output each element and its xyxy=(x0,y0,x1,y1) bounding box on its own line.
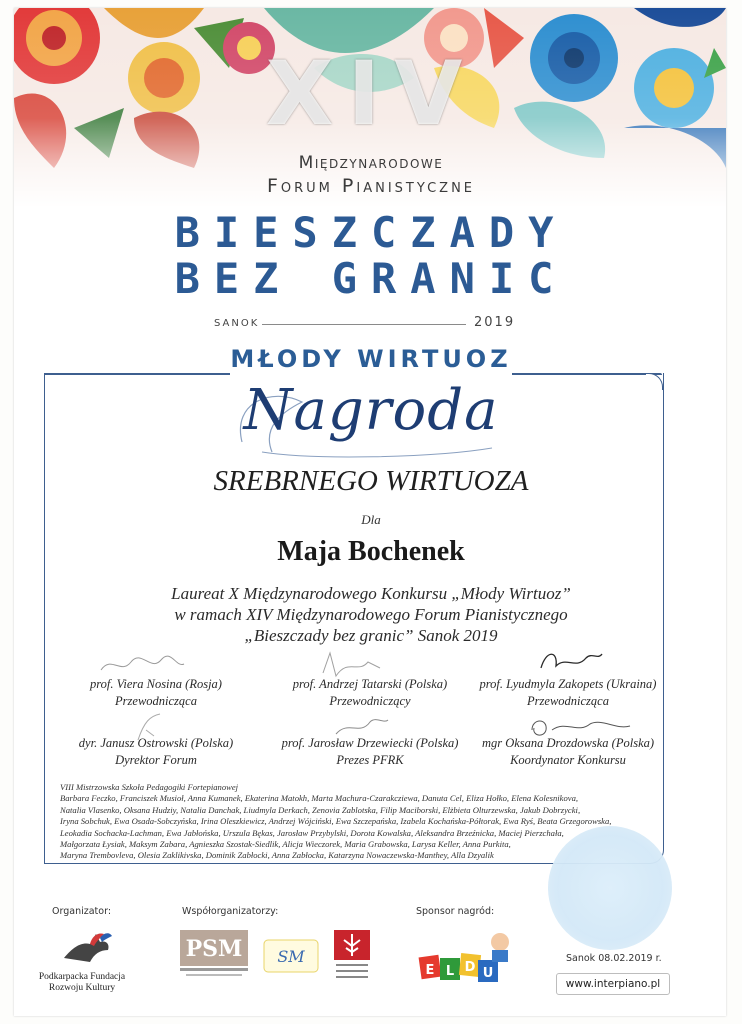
signature-block-1 xyxy=(46,676,266,710)
recipient-name: Maja Bochenek xyxy=(277,536,465,567)
signatory-name: mgr Oksana Drozdowska (Polska) xyxy=(481,736,655,750)
signatory-role: Dyrektor Forum xyxy=(115,753,197,767)
signature-block-2 xyxy=(260,676,480,710)
jury-line: Maryna Trembovleva, Olesia Zaklikivska, Dominik Zabłocki, Anna Zabłocka, Katarzyna Nowaczewska-Manthey, Alla Dzyalik xyxy=(60,850,494,861)
edition-numeral: XIV xyxy=(265,42,477,145)
jury-line: Iryna Sobchuk, Ewa Osada-Sobczyńska, Irina Oleszkiewicz, Andrzej Wójciński, Ewa Szczepańska, Izabela Kochańska-Półtorak, Ewa Ryś, Beata Grzegorowska, xyxy=(60,816,612,827)
certificate-title: Nagroda xyxy=(243,378,499,443)
organizer-name: Podkarpacka Fundacja Rozwoju Kultury xyxy=(38,972,126,993)
forum-title-line1: Międzynarodowe xyxy=(298,153,444,173)
signatory-name: dyr. Janusz Ostrowski (Polska) xyxy=(78,736,234,750)
frame-top-right xyxy=(512,373,662,375)
signature-scribble-zakopets xyxy=(536,648,606,678)
jury-line: Leokadia Sochacka-Lachman, Ewa Jabłońska, Urszula Bękas, Jarosław Przybylski, Dorota Kowalska, Aleksandra Brzeźnicka, Maciej Pierzchała, xyxy=(60,827,564,838)
svg-text:L: L xyxy=(445,964,455,979)
signatory-name: prof. Lyudmyla Zakopets (Ukraina) xyxy=(479,677,657,691)
signatory-role: Przewodniczący xyxy=(329,694,411,708)
coorganizers-label: Współorganizatorzy: xyxy=(182,906,279,917)
svg-text:PSM: PSM xyxy=(185,936,243,962)
signatory-name: prof. Viera Nosina (Rosja) xyxy=(90,677,222,691)
frame-top-left xyxy=(44,373,230,375)
signature-block-3 xyxy=(458,676,678,710)
signatory-role: Przewodnicząca xyxy=(115,694,197,708)
competition-title: MŁODY WIRTUOZ xyxy=(230,345,512,373)
jury-list xyxy=(60,782,660,862)
signatory-role: Prezes PFRK xyxy=(336,753,404,767)
jury-line: VIII Mistrzowska Szkoła Pedagogiki Fortepianowej xyxy=(60,782,239,792)
brand-title-line1: BIESZCZADY xyxy=(174,208,568,257)
signatory-role: Przewodnicząca xyxy=(527,694,609,708)
organizer-bird-logo xyxy=(60,928,112,968)
signatory-name: prof. Andrzej Tatarski (Polska) xyxy=(292,677,448,691)
award-name: SREBRNEGO WIRTUOZA xyxy=(213,465,529,497)
signature-block-5 xyxy=(260,735,480,769)
website-link[interactable]: www.interpiano.pl xyxy=(556,973,670,995)
svg-text:U: U xyxy=(482,966,494,981)
year-label: 2019 xyxy=(474,315,516,330)
description-line-3: „Bieszczady bez granic” Sanok 2019 xyxy=(244,626,498,645)
signatory-name: prof. Jarosław Drzewiecki (Polska) xyxy=(281,736,459,750)
for-label: Dla xyxy=(361,512,381,527)
music-school-logo xyxy=(262,936,320,976)
forum-title-line2: Forum Pianistyczne xyxy=(266,175,476,197)
issue-date: Sanok 08.02.2019 r. xyxy=(566,953,662,964)
psm-school-logo xyxy=(176,924,254,982)
national-institute-logo xyxy=(330,928,374,984)
svg-text:D: D xyxy=(464,960,476,975)
divider-line xyxy=(262,324,466,325)
svg-text:SM: SM xyxy=(277,947,305,966)
jury-line: Natalia Vlasenko, Oksana Hudziy, Natalia Danchak, Liudmyla Derkach, Zenovia Zablotska, Filip Maciborski, Elżbieta Olturzewska, Jakub Dobrzycki, xyxy=(60,804,581,815)
signature-block-4 xyxy=(46,735,266,769)
jury-line: Małgorzata Łysiak, Maksym Zabara, Agnieszka Szostak-Siedlik, Alicja Wieczorek, Maria Grabowska, Larysa Keller, Anna Purkita, xyxy=(60,839,511,850)
organizer-label: Organizator: xyxy=(52,906,112,917)
svg-text:E: E xyxy=(425,963,435,978)
description-line-2: w ramach XIV Międzynarodowego Forum Pianistycznego xyxy=(174,605,568,624)
eldus-sponsor-logo xyxy=(414,928,514,992)
description-line-1: Laureat X Międzynarodowego Konkursu „Młody Wirtuoz” xyxy=(171,584,571,603)
signatory-role: Koordynator Konkursu xyxy=(510,753,626,767)
signature-block-6 xyxy=(458,735,678,769)
place-label: SANOK xyxy=(214,318,260,329)
sponsor-label: Sponsor nagród: xyxy=(416,906,495,917)
jury-line: Barbara Feczko, Franciszek Musioł, Anna Kumanek, Ekaterina Matokh, Marta Machura-Czarakcziewa, Danuta Cel, Eliza Hołko, Elena Kolesnikova, xyxy=(60,793,579,804)
brand-title-line2: BEZ GRANIC xyxy=(174,254,568,303)
